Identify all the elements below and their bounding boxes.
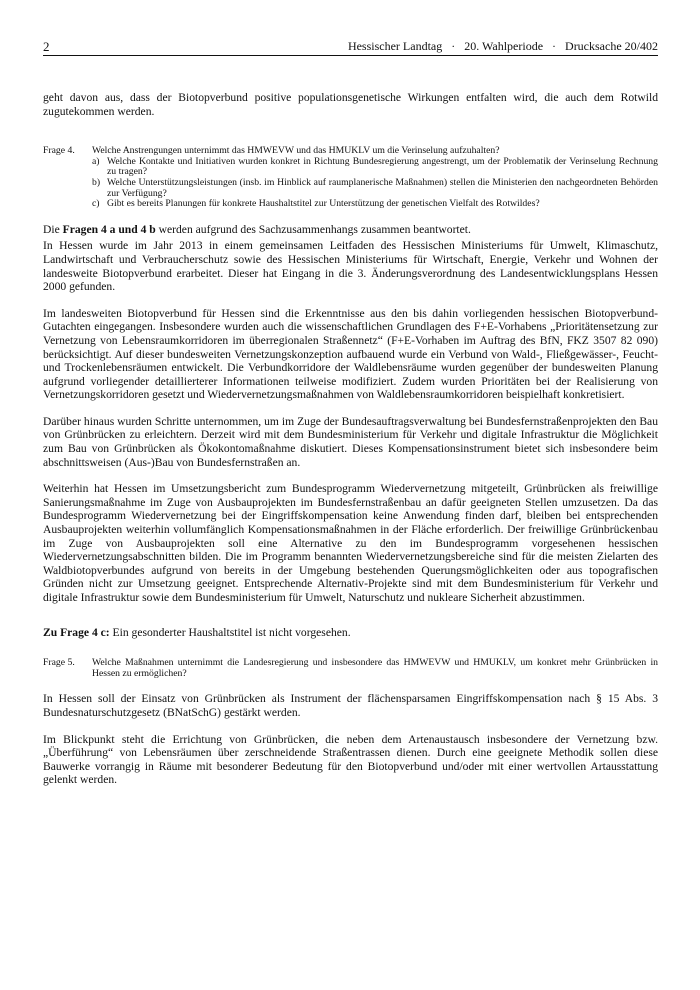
header-title: Hessischer Landtag · 20. Wahlperiode · Drucksache 20/402: [347, 39, 658, 53]
question-4c-text: Gibt es bereits Planungen für konkrete Haushaltstitel zur Unterstützung der genetischen Vielfalt des Rotwildes?: [107, 198, 540, 210]
question-4c: [92, 199, 658, 210]
answer-5-paragraph-1: In Hessen soll der Einsatz von Grünbrücken als Instrument der flächensparsamen Eingriffskompensation nach § 15 Abs. 3 Bundesnaturschutzgesetz (BNatSchG) gestärkt werden.: [43, 692, 658, 719]
answer-4-paragraph-2: Im landesweiten Biotopverbund für Hessen sind die Erkenntnisse aus den bis dahin vorliegenden hessischen Biotopverbund-Gutachten eingegangen. Insbesondere wurden auch die wissenschaftlichen Grundlagen des F+E-Vorhabens „Prioritätensetzung zur Vernetzung von Lebensraumkorridoren im überregionalen Straßennetz“ (F+E-Vorhaben im Auftrag des BfN, FKZ 3507 82 090) berücksichtigt. Auf dieser bundesweiten Vernetzungskonzeption aufbauend wurde ein Verbund von Wald-, Fließgewässer-, Feucht- und Trockenlebensräumen entwickelt. Die Verbundkorridore der Waldlebensräume wurden gegenüber der bundesweiten Planung aufgrund vorliegender detaillierterer Informationen teilweise modifiziert. Zudem wurden Prioritäten bei der Realisierung von Vernetzungskorridoren gesetzt und Wiedervernetzungsmaßnahmen von Waldlebensraumkorridoren beispielhaft konkretisiert.: [43, 306, 658, 402]
answer-4c-text: Ein gesonderter Haushaltstitel ist nicht vorgesehen.: [109, 625, 351, 639]
question-4: [43, 146, 658, 210]
answer-4c-bold: Zu Frage 4 c:: [43, 625, 110, 639]
question-4b-label: b): [92, 176, 101, 188]
question-4b: [92, 178, 658, 199]
answer-4-paragraph-1: In Hessen wurde im Jahr 2013 in einem gemeinsamen Leitfaden des Hessischen Ministeriums für Umwelt, Klimaschutz, Landwirtschaft und Verbraucherschutz sowie des Hessischen Ministeriums für Wirtschaft, Energie, Verkehr und Wohnen der landesweite Biotopverbund erarbeitet. Dieser hat Eingang in die 3. Änderungsverordnung des Landesentwicklungsplans Hessen 2000 gefunden.: [43, 239, 658, 294]
question-4-label: Frage 4.: [43, 145, 75, 157]
document-page: [43, 38, 658, 787]
question-4a: [92, 157, 658, 178]
answer-4-paragraph-4: Weiterhin hat Hessen im Umsetzungsbericht zum Bundesprogramm Wiedervernetzung mitgeteilt, Grünbrücken als freiwillige Sanierungsmaßnahme im Zuge von Ausbauprojekten im Bundesfernstraßenbau an dafür geeigneten Stellen umzusetzen. Da das Bundesprogramm Wiedervernetzung bei der Eingriffskompensation keine Anwendung finden darf, bleiben bei entsprechenden Ausbauprojekten weiterhin vollumfänglich Kompensationsmaßnahmen in der Fläche erforderlich. Der freiwillige Grünbrückenbau im Zuge von Ausbauprojekten soll eine Alternative zu den im Bundesprogramm vorgesehenen hessischen Wiedervernetzungsabschnitten bilden. Die im Programm benannten Wiedervernetzungsbereiche sind für die meisten Zielarten des Waldbiotopverbundes aufgrund von bereits in der Umgebung bestehenden Querungsmöglichkeiten oder aus topografischen Gründen nicht zur Umsetzung geeignet. Entsprechende Alternativ-Projekte sind mit dem Bundesministerium für Verkehr und digitale Infrastruktur sowie dem Bundesministerium für Umwelt, Naturschutz und nukleare Sicherheit abzustimmen.: [43, 482, 658, 604]
answer-4-lead: [43, 223, 658, 237]
question-4a-text: Welche Kontakte und Initiativen wurden konkret in Richtung Bundesregierung angestrengt, um der Problematik der Verinselung Rechnung zu tragen?: [107, 155, 658, 178]
answer-4c: [43, 626, 658, 640]
page-number: 2: [43, 39, 50, 54]
question-5: [43, 658, 658, 679]
intro-paragraph: geht davon aus, dass der Biotopverbund positive populationsgenetische Wirkungen entfalten wird, die auch dem Rotwild zugutekommen werden.: [43, 91, 658, 118]
question-4b-text: Welche Unterstützungsleistungen (insb. im Hinblick auf raumplanerische Maßnahmen) stellen die Ministerien den nachgeordneten Behörden zur Verfügung?: [107, 176, 658, 199]
question-4c-label: c): [92, 198, 100, 210]
answer-5-paragraph-2: Im Blickpunkt steht die Errichtung von Grünbrücken, die neben dem Artenaustausch insbesondere der Vernetzung bzw. „Überführung“ von Lebensräumen über zerschneidende Straßentrassen dienen. Durch eine geeignete Methodik sollen diese Bauwerke vorrangig in Räume mit besonderer Bedeutung für den Biotopverbund und/oder mit einer wertvollen Artausstattung gelenkt werden.: [43, 732, 658, 787]
answer-4-paragraph-3: Darüber hinaus wurden Schritte unternommen, um im Zuge der Bundesauftragsverwaltung bei Bundesfernstraßenprojekten den Bau von Grünbrücken zu erleichtern. Derzeit wird mit dem Bundesministerium für Verkehr und digitale Infrastruktur die Möglichkeit zum Bau von Grünbrücken als Ökokontomaßnahme diskutiert. Dieses Kompensationsinstrument bietet sich insbesondere beim abschnittsweisen (Aus-)Bau von Bundesfernstraßen an.: [43, 414, 658, 469]
question-5-text: Welche Maßnahmen unternimmt die Landesregierung und insbesondere das HMWEVW und HMUKLV, um konkret mehr Grünbrücken in Hessen zu ermöglichen?: [92, 657, 658, 679]
answer-4-lead-prefix: Die: [43, 222, 63, 236]
answer-4-lead-bold: Fragen 4 a und 4 b: [62, 222, 156, 236]
answer-4-lead-suffix: werden aufgrund des Sachzusammenhangs zusammen beantwortet.: [155, 222, 471, 236]
question-4a-label: a): [92, 155, 100, 167]
question-4-text: Welche Anstrengungen unternimmt das HMWEVW und das HMUKLV um die Verinselung aufzuhalten?: [92, 145, 500, 157]
page-header: [43, 38, 658, 56]
question-5-label: Frage 5.: [43, 657, 75, 669]
